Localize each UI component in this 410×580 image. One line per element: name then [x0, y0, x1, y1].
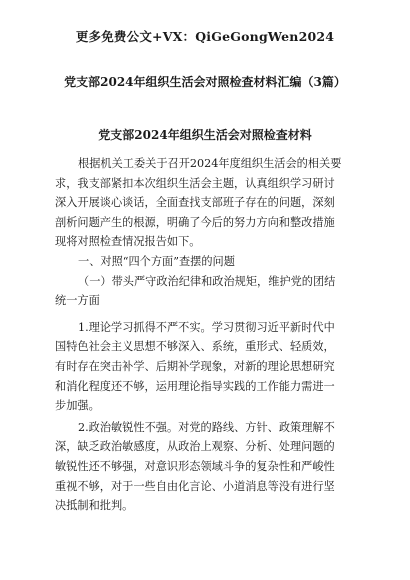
document-title: 党支部2024年组织生活会对照检查材料汇编（3篇）	[64, 75, 346, 89]
text-line: 和消化程度还不够，运用理论指导实践的工作能力需进一	[55, 379, 335, 393]
text-line: 步加强。	[55, 399, 100, 413]
section-title: 党支部2024年组织生活会对照检查材料	[98, 128, 312, 142]
text-line: 国特色社会主义思想不够深入、系统，重形式、轻质效，	[55, 340, 335, 354]
heading-level-1: 一、对照“四个方面”查摆的问题	[78, 254, 235, 268]
document-body	[55, 154, 355, 516]
text-line: 2.政治敏锐性不强。对党的路线、方针、政策理解不	[78, 420, 335, 434]
text-line: 深，缺乏政治敏感度，从政治上观察、分析、处理问题的	[55, 440, 335, 454]
text-line: 深入开展谈心谈话，全面查找支部班子存在的问题，深刻	[55, 196, 335, 210]
text-line: 1.理论学习抓得不严不实。学习贯彻习近平新时代中	[78, 320, 335, 334]
heading-level-2	[55, 272, 355, 311]
text-line: 有时存在突击补学、后期补学现象，对新的理论思想研究	[55, 359, 335, 373]
text-line: 敏锐性还不够强，对意识形态领域斗争的复杂性和严峻性	[55, 459, 335, 473]
text-line: 现将对照检查情况报告如下。	[55, 235, 201, 249]
text-line: 重视不够，对于一些自由化言论、小道消息等没有进行坚	[55, 479, 335, 493]
paragraph-item-1	[55, 318, 355, 416]
promo-banner: 更多免费公文+VX：QiGeGongWen2024	[75, 29, 335, 44]
paragraph-intro	[55, 154, 355, 252]
spacer	[55, 311, 355, 318]
text-line: （一）带头严守政治纪律和政治规矩，维护党的团结	[78, 274, 336, 288]
text-line: 求，我支部紧扣本次组织生活会主题，认真组织学习研讨	[55, 176, 335, 190]
text-line: 剖析问题产生的根源，明确了今后的努力方向和整改措施	[55, 215, 335, 229]
paragraph-item-2	[55, 418, 355, 516]
text-line: 统一方面	[55, 294, 100, 308]
text-line: 决抵制和批判。	[55, 499, 134, 513]
text-line: 根据机关工委关于召开2024年度组织生活会的相关要	[78, 157, 342, 170]
